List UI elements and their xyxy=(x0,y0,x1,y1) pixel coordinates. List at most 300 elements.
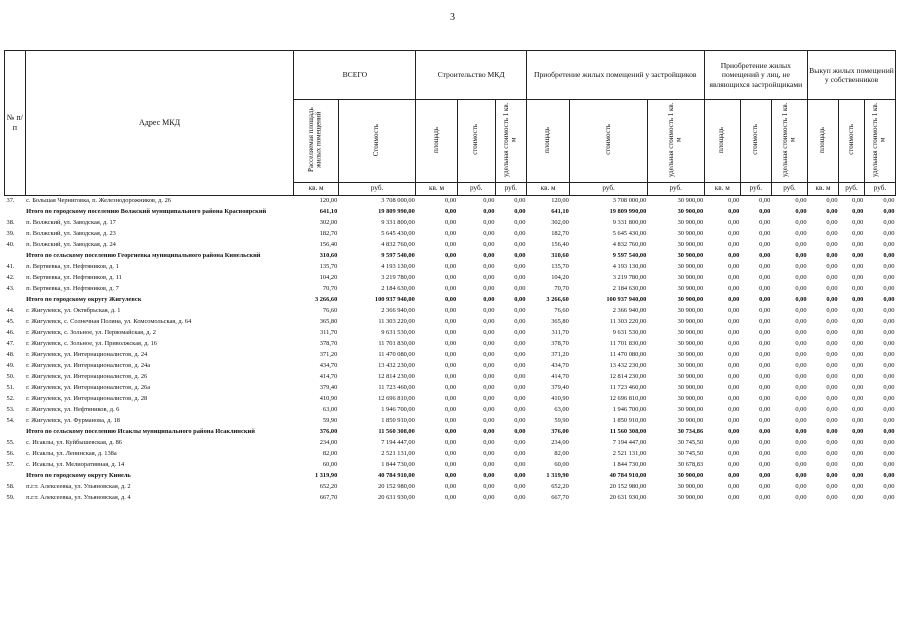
unit-header: руб. xyxy=(647,183,704,196)
table-cell: 0,00 xyxy=(759,395,771,403)
table-cell: 641,10 xyxy=(551,208,569,216)
table-cell: 0,00 xyxy=(883,252,895,260)
row-address: Итого по сельскому поселению Исаклы муниципального района Исаклинский xyxy=(26,428,255,436)
table-cell: 378,70 xyxy=(551,340,569,348)
table-cell: 82,00 xyxy=(554,450,569,458)
table-row xyxy=(5,449,896,460)
row-address: г. Жигулевск, ул. Интернационалистов, д. 26а xyxy=(26,384,151,392)
table-cell: 0,00 xyxy=(826,208,838,216)
table-cell: 4 832 760,00 xyxy=(612,241,647,249)
row-address: Итого по городскому округу Кинель xyxy=(26,472,131,480)
row-address: п. Волжский, ул. Заводская, д. 17 xyxy=(26,219,116,227)
table-cell: 410,90 xyxy=(551,395,569,403)
table-cell: 0,00 xyxy=(759,373,771,381)
table-cell: 120,00 xyxy=(526,196,569,208)
row-address: г. Жигулевск, с. Зольное, ул. Первомайская, д. 2 xyxy=(26,329,156,337)
table-cell: 0,00 xyxy=(826,494,838,502)
table-cell: 30 900,00 xyxy=(677,373,704,381)
table-cell: 0,00 xyxy=(795,219,807,227)
table-cell: 0,00 xyxy=(444,329,457,337)
table-cell: 0,00 xyxy=(883,285,895,293)
table-cell: 30 745,50 xyxy=(677,450,704,458)
row-address: п. Вертяевка, ул. Нефтяников, д. 7 xyxy=(26,285,119,293)
table-cell: 30 900,00 xyxy=(677,395,704,403)
table-cell: 0,00 xyxy=(795,373,807,381)
table-cell: 0,00 xyxy=(483,362,495,370)
table-cell: 11 470 080,00 xyxy=(378,351,415,359)
row-number: 59. xyxy=(6,494,15,502)
row-number: 43. xyxy=(6,285,15,293)
table-cell: 13 432 230,00 xyxy=(609,362,647,370)
table-row xyxy=(5,361,896,372)
table-cell: 0,00 xyxy=(483,483,495,491)
table-cell: 310,60 xyxy=(319,252,338,260)
col-address-header: Адрес МКД xyxy=(25,51,294,196)
table-cell: 0,00 xyxy=(483,373,495,381)
row-address: г. Жигулевск, с. Солнечная Поляна, ул. Комсомольская, д. 64 xyxy=(26,318,192,326)
table-cell: 3 708 000,00 xyxy=(570,196,648,208)
table-cell: 311,70 xyxy=(319,329,338,337)
table-row xyxy=(5,416,896,427)
table-cell: 0,00 xyxy=(728,329,740,337)
table-cell: 5 645 430,00 xyxy=(612,230,647,238)
table-cell: 0,00 xyxy=(759,483,771,491)
table-cell: 0,00 xyxy=(483,263,495,271)
table-row xyxy=(5,482,896,493)
unit-header: руб. xyxy=(570,183,648,196)
table-cell: 0,00 xyxy=(795,428,807,436)
row-number: 58. xyxy=(6,483,15,491)
table-cell: 5 645 430,00 xyxy=(381,230,415,238)
table-cell: 7 194 447,00 xyxy=(612,439,647,447)
table-cell: 0,00 xyxy=(759,208,771,216)
table-cell: 156,40 xyxy=(551,241,569,249)
row-number: 44. xyxy=(6,307,15,315)
table-cell: 0,00 xyxy=(483,274,495,282)
sub-header: Расселяемая площадь жилых помещений xyxy=(294,100,338,183)
row-address: п. Волжский, ул. Заводская, д. 24 xyxy=(26,241,116,249)
table-cell: 135,70 xyxy=(319,263,338,271)
table-cell: 0,00 xyxy=(795,241,807,249)
table-cell: 0,00 xyxy=(728,362,740,370)
table-cell: 1 844 730,00 xyxy=(381,461,415,469)
table-cell: 0,00 xyxy=(795,252,807,260)
table-cell: 0,00 xyxy=(826,450,838,458)
table-cell: 0,00 xyxy=(883,340,895,348)
table-cell: 0,00 xyxy=(826,395,838,403)
table-cell: 0,00 xyxy=(759,219,771,227)
table-cell: 0,00 xyxy=(514,384,526,392)
table-cell: 0,00 xyxy=(826,362,838,370)
unit-header: руб. xyxy=(839,183,865,196)
table-cell: 0,00 xyxy=(795,472,807,480)
table-cell: 82,00 xyxy=(322,450,338,458)
table-row xyxy=(5,460,896,471)
table-cell: 0,00 xyxy=(514,395,526,403)
table-cell: 11 701 830,00 xyxy=(609,340,647,348)
table-cell: 234,00 xyxy=(319,439,338,447)
table-cell: 0,00 xyxy=(483,241,495,249)
table-cell: 30 900,00 xyxy=(677,274,704,282)
table-cell: 0,00 xyxy=(728,461,740,469)
table-cell: 0,00 xyxy=(483,329,495,337)
row-number: 53. xyxy=(6,406,15,414)
table-cell: 11 470 080,00 xyxy=(609,351,647,359)
table-cell: 0,00 xyxy=(759,362,771,370)
table-cell: 234,00 xyxy=(551,439,569,447)
table-cell: 30 900,00 xyxy=(677,230,704,238)
table-cell: 379,40 xyxy=(551,384,569,392)
table-cell: 0,00 xyxy=(759,384,771,392)
table-cell: 0,00 xyxy=(826,340,838,348)
table-cell: 0,00 xyxy=(826,406,838,414)
table-cell: 0,00 xyxy=(514,351,526,359)
table-cell: 0,00 xyxy=(795,384,807,392)
table-cell: 0,00 xyxy=(826,318,838,326)
table-cell: 0,00 xyxy=(514,406,526,414)
table-cell: 0,00 xyxy=(852,241,864,249)
table-cell: 0,00 xyxy=(514,461,526,469)
table-cell: 0,00 xyxy=(795,417,807,425)
table-cell: 1 946 700,00 xyxy=(381,406,415,414)
table-cell: 0,00 xyxy=(852,252,864,260)
table-cell: 60,00 xyxy=(322,461,338,469)
table-cell: 0,00 xyxy=(795,483,807,491)
table-cell: 30 900,00 xyxy=(677,208,704,216)
row-number: 57. xyxy=(6,461,15,469)
table-total-row xyxy=(5,295,896,306)
table-cell: 0,00 xyxy=(483,406,495,414)
sub-header: стоимость xyxy=(740,100,771,183)
sub-header: стоимость xyxy=(839,100,865,183)
table-cell: 0,00 xyxy=(826,241,838,249)
table-cell: 0,00 xyxy=(883,296,895,304)
table-cell: 0,00 xyxy=(883,274,895,282)
row-address: Итого по городскому округу Жигулевск xyxy=(26,296,142,304)
table-cell: 0,00 xyxy=(444,263,457,271)
table-cell: 1 850 910,00 xyxy=(612,417,647,425)
table-cell: 30 900,00 xyxy=(677,472,704,480)
row-number xyxy=(5,427,26,438)
table-cell: 0,00 xyxy=(483,417,495,425)
unit-header: кв. м xyxy=(526,183,569,196)
table-cell: 0,00 xyxy=(444,285,457,293)
table-cell: 0,00 xyxy=(483,252,495,260)
table-cell: 376,00 xyxy=(551,428,569,436)
table-cell: 0,00 xyxy=(795,340,807,348)
table-cell: 0,00 xyxy=(514,307,526,315)
table-cell: 0,00 xyxy=(444,439,457,447)
table-row xyxy=(5,317,896,328)
table-cell: 0,00 xyxy=(795,208,807,216)
table-cell: 0,00 xyxy=(826,307,838,315)
row-address: г. Жигулевск, ул. Фурманова, д. 18 xyxy=(26,417,120,425)
row-address: Итого по городскому поселению Волжский муниципального района Красноярский xyxy=(26,208,267,216)
table-cell: 0,00 xyxy=(826,219,838,227)
table-cell: 156,40 xyxy=(319,241,338,249)
table-cell: 0,00 xyxy=(759,296,771,304)
table-cell: 104,20 xyxy=(319,274,338,282)
sub-header: площадь xyxy=(704,100,740,183)
group-header-non-developers: Приобретение жилых помещений у лиц, не являющихся застройщиками xyxy=(704,51,807,100)
table-cell: 0,00 xyxy=(883,351,895,359)
table-cell: 30 900,00 xyxy=(677,219,704,227)
table-cell: 0,00 xyxy=(883,494,895,502)
unit-header: кв. м xyxy=(704,183,740,196)
table-body xyxy=(5,196,896,505)
table-cell: 9 597 540,00 xyxy=(612,252,647,260)
table-cell: 0,00 xyxy=(444,362,457,370)
row-number: 45. xyxy=(6,318,15,326)
table-cell: 0,00 xyxy=(852,450,864,458)
table-cell: 19 809 990,00 xyxy=(609,208,647,216)
table-cell: 12 814 230,00 xyxy=(609,373,647,381)
table-cell: 0,00 xyxy=(514,362,526,370)
row-address: г. Жигулевск, ул. Интернационалистов, д. 28 xyxy=(26,395,148,403)
table-cell: 11 701 830,00 xyxy=(378,340,415,348)
table-cell: 0,00 xyxy=(883,208,895,216)
table-cell: 0,00 xyxy=(795,362,807,370)
table-cell: 0,00 xyxy=(759,439,771,447)
row-address: с. Исаклы, ул. Мелиоративная, д. 14 xyxy=(26,461,125,469)
page-number: 3 xyxy=(450,12,455,23)
table-cell: 0,00 xyxy=(795,296,807,304)
table-row xyxy=(5,240,896,251)
row-address: с. Исаклы, ул. Куйбышевская, д. 86 xyxy=(26,439,122,447)
table-cell: 0,00 xyxy=(514,274,526,282)
table-cell: 0,00 xyxy=(852,340,864,348)
table-cell: 0,00 xyxy=(864,196,895,208)
table-cell: 20 631 930,00 xyxy=(609,494,647,502)
table-cell: 0,00 xyxy=(795,263,807,271)
table-cell: 0,00 xyxy=(759,340,771,348)
table-cell: 59,90 xyxy=(554,417,569,425)
table-cell: 30 745,50 xyxy=(677,439,704,447)
row-address: г. Жигулевск, ул. Интернационалистов, д. 24 xyxy=(26,351,148,359)
table-cell: 0,00 xyxy=(852,373,864,381)
table-cell: 0,00 xyxy=(514,472,526,480)
table-cell: 0,00 xyxy=(883,384,895,392)
sub-header: площадь xyxy=(416,100,457,183)
table-cell: 434,70 xyxy=(319,362,338,370)
table-cell: 0,00 xyxy=(728,373,740,381)
unit-header: руб. xyxy=(740,183,771,196)
table-cell: 0,00 xyxy=(852,329,864,337)
table-cell: 0,00 xyxy=(759,417,771,425)
row-number xyxy=(5,207,26,218)
table-cell: 0,00 xyxy=(883,472,895,480)
table-cell: 0,00 xyxy=(728,274,740,282)
table-cell: 0,00 xyxy=(444,351,457,359)
unit-header: кв. м xyxy=(808,183,839,196)
row-address: п.г.т. Алексеевка, ул. Ульяновская, д. 2 xyxy=(26,483,131,491)
table-cell: 0,00 xyxy=(728,406,740,414)
table-cell: 76,60 xyxy=(554,307,569,315)
table-cell: 0,00 xyxy=(444,461,457,469)
table-cell: 0,00 xyxy=(852,406,864,414)
table-cell: 652,20 xyxy=(551,483,569,491)
table-cell: 30 900,00 xyxy=(677,351,704,359)
mkd-table xyxy=(4,50,896,504)
table-cell: 0,00 xyxy=(771,196,807,208)
table-cell: 0,00 xyxy=(852,230,864,238)
table-cell: 0,00 xyxy=(759,307,771,315)
table-cell: 376,00 xyxy=(319,428,338,436)
table-cell: 3 219 780,00 xyxy=(381,274,415,282)
table-cell: 0,00 xyxy=(826,296,838,304)
table-cell: 0,00 xyxy=(852,263,864,271)
table-cell: 0,00 xyxy=(852,439,864,447)
table-cell: 311,70 xyxy=(551,329,569,337)
table-cell: 0,00 xyxy=(704,196,740,208)
row-number: 41. xyxy=(6,263,15,271)
table-cell: 0,00 xyxy=(444,384,457,392)
row-address: с. Исаклы, ул. Ленинская, д. 138а xyxy=(26,450,117,458)
table-cell: 0,00 xyxy=(883,395,895,403)
table-cell: 0,00 xyxy=(514,329,526,337)
table-cell: 100 937 940,00 xyxy=(374,296,415,304)
table-cell: 0,00 xyxy=(759,450,771,458)
table-cell: 0,00 xyxy=(444,318,457,326)
table-cell: 0,00 xyxy=(852,384,864,392)
table-cell: 0,00 xyxy=(883,483,895,491)
table-cell: 0,00 xyxy=(883,417,895,425)
table-cell: 0,00 xyxy=(795,274,807,282)
row-address: Итого по сельскому поселению Георгиевка муниципального района Кинельский xyxy=(26,252,261,260)
row-number: 54. xyxy=(6,417,15,425)
table-cell: 0,00 xyxy=(514,483,526,491)
table-cell: 9 631 530,00 xyxy=(381,329,415,337)
unit-header: кв. м xyxy=(416,183,457,196)
table-cell: 0,00 xyxy=(728,296,740,304)
table-cell: 11 303 220,00 xyxy=(609,318,647,326)
sub-header: удельная стоимость 1 кв. м xyxy=(864,100,895,183)
sub-header: площадь xyxy=(526,100,569,183)
table-cell: 0,00 xyxy=(795,318,807,326)
table-cell: 0,00 xyxy=(852,483,864,491)
table-cell: 652,20 xyxy=(319,483,338,491)
table-cell: 0,00 xyxy=(826,472,838,480)
table-cell: 0,00 xyxy=(795,351,807,359)
table-cell: 0,00 xyxy=(483,472,495,480)
table-cell: 0,00 xyxy=(839,196,865,208)
row-number: 38. xyxy=(6,219,15,227)
table-row xyxy=(5,405,896,416)
table-cell: 0,00 xyxy=(514,285,526,293)
table-cell: 302,00 xyxy=(319,219,338,227)
table-cell: 0,00 xyxy=(759,494,771,502)
table-cell: 11 723 460,00 xyxy=(378,384,415,392)
table-cell: 9 631 530,00 xyxy=(612,329,647,337)
table-cell: 0,00 xyxy=(483,208,495,216)
table-cell: 410,90 xyxy=(319,395,338,403)
table-row xyxy=(5,196,896,208)
table-cell: 0,00 xyxy=(759,274,771,282)
table-cell: 0,00 xyxy=(444,219,457,227)
table-cell: 0,00 xyxy=(883,373,895,381)
table-cell: 182,70 xyxy=(551,230,569,238)
table-cell: 0,00 xyxy=(444,428,457,436)
table-cell: 0,00 xyxy=(728,384,740,392)
row-number: 46. xyxy=(6,329,15,337)
table-cell: 0,00 xyxy=(852,494,864,502)
table-cell: 0,00 xyxy=(495,196,526,208)
table-cell: 0,00 xyxy=(728,417,740,425)
unit-header: кв. м xyxy=(294,183,338,196)
table-cell: 0,00 xyxy=(444,274,457,282)
table-cell: 120,00 xyxy=(294,196,338,208)
table-cell: 30 900,00 xyxy=(677,285,704,293)
table-cell: 0,00 xyxy=(444,307,457,315)
table-cell: 0,00 xyxy=(728,285,740,293)
table-cell: 0,00 xyxy=(759,406,771,414)
table-cell: 0,00 xyxy=(728,252,740,260)
table-cell: 0,00 xyxy=(483,395,495,403)
table-cell: 0,00 xyxy=(852,417,864,425)
table-cell: 0,00 xyxy=(514,494,526,502)
table-cell: 7 194 447,00 xyxy=(381,439,415,447)
row-number: 49. xyxy=(6,362,15,370)
table-cell: 0,00 xyxy=(759,428,771,436)
table-cell: 20 152 980,00 xyxy=(609,483,647,491)
row-number: 55. xyxy=(6,439,15,447)
table-cell: 0,00 xyxy=(728,318,740,326)
table-cell: 0,00 xyxy=(795,439,807,447)
row-address: г. Жигулевск, ул. Октябрьская, д. 1 xyxy=(26,307,121,315)
table-cell: 641,10 xyxy=(319,208,338,216)
table-cell: 0,00 xyxy=(483,384,495,392)
sub-header: удельная стоимость 1 кв. м xyxy=(647,100,704,183)
table-cell: 0,00 xyxy=(759,285,771,293)
table-cell: 0,00 xyxy=(483,450,495,458)
table-cell: 30 900,00 xyxy=(677,340,704,348)
table-cell: 0,00 xyxy=(759,318,771,326)
table-cell: 0,00 xyxy=(852,274,864,282)
sub-header: площадь xyxy=(808,100,839,183)
table-cell: 0,00 xyxy=(444,472,457,480)
table-cell: 0,00 xyxy=(852,395,864,403)
table-cell: 0,00 xyxy=(444,230,457,238)
table-total-row xyxy=(5,251,896,262)
table-cell: 0,00 xyxy=(759,230,771,238)
table-cell: 371,20 xyxy=(551,351,569,359)
table-cell: 0,00 xyxy=(795,285,807,293)
table-cell: 434,70 xyxy=(551,362,569,370)
table-row xyxy=(5,438,896,449)
unit-header: руб. xyxy=(864,183,895,196)
table-cell: 0,00 xyxy=(852,351,864,359)
table-cell: 76,60 xyxy=(322,307,338,315)
table-cell: 0,00 xyxy=(883,329,895,337)
table-cell: 30 900,00 xyxy=(677,494,704,502)
row-number: 47. xyxy=(6,340,15,348)
table-row xyxy=(5,394,896,405)
table-cell: 0,00 xyxy=(483,428,495,436)
table-cell: 40 784 910,00 xyxy=(609,472,647,480)
table-cell: 0,00 xyxy=(883,241,895,249)
table-cell: 0,00 xyxy=(728,230,740,238)
row-address: г. Жигулевск, ул. Интернационалистов, д. 24а xyxy=(26,362,151,370)
table-cell: 9 331 800,00 xyxy=(612,219,647,227)
table-cell: 0,00 xyxy=(883,461,895,469)
table-cell: 0,00 xyxy=(514,241,526,249)
table-cell: 0,00 xyxy=(514,450,526,458)
table-cell: 0,00 xyxy=(826,373,838,381)
table-row xyxy=(5,306,896,317)
table-cell: 0,00 xyxy=(444,494,457,502)
table-cell: 0,00 xyxy=(759,461,771,469)
table-cell: 4 193 130,00 xyxy=(612,263,647,271)
